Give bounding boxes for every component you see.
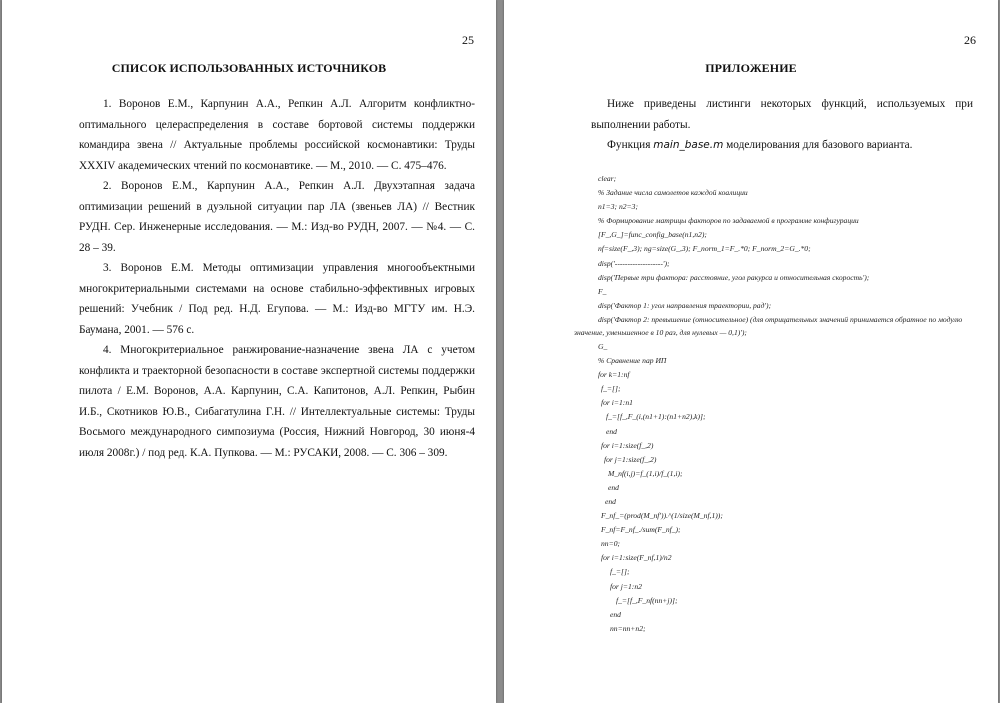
- code-line: for j=1:n2: [610, 581, 642, 591]
- code-line: end: [610, 609, 621, 619]
- function-suffix: моделирования для базового варианта.: [723, 139, 913, 151]
- code-line: for k=1:nf: [598, 370, 630, 380]
- code-line: F_nf=F_nf_./sum(F_nf_);: [601, 525, 681, 535]
- code-line: n1=3; n2=3;: [598, 202, 638, 212]
- function-caption: [591, 135, 973, 156]
- code-line: for j=1:size(f_,2): [604, 454, 657, 464]
- code-line: % Сравнение пар ИП: [598, 356, 667, 366]
- code-line: for i=1:size(f_,2): [601, 440, 654, 450]
- code-line: f_=[f_,F_(i,(n1+1):(n1+n2),k)];: [606, 412, 706, 422]
- reference-item: 3. Воронов Е.М. Методы оптимизации управления многообъектными многокритериальными системами на основе стабильно-эффективных игровых решений: Учебник / Под ред. Н.Д. Егупова. — М.: Изд-во МГТУ им. Н.Э. Баумана, 2001. — 576 с.: [79, 262, 475, 336]
- code-line: G_: [598, 341, 608, 351]
- code-line: M_nf(i,j)=f_(1,i)/f_(1,i);: [608, 468, 683, 478]
- code-line: nn=nn+n2;: [610, 623, 646, 633]
- page-number: 26: [964, 33, 976, 47]
- code-line: [F_,G_]=func_config_base(n1,n2);: [598, 230, 707, 240]
- code-line: for i=1:n1: [601, 398, 633, 408]
- code-line: disp('Первые три фактора: расстояние, угол ракурса и относительная скорость');: [598, 272, 870, 282]
- appendix-intro: [591, 94, 973, 156]
- code-line: f_=[];: [610, 567, 630, 577]
- right-page: [504, 0, 998, 703]
- code-line: F_nf_=(prod(M_nf')).^(1/size(M_nf,1));: [601, 511, 723, 521]
- code-listing: [574, 172, 978, 636]
- code-line: end: [606, 426, 617, 436]
- code-line: for i=1:size(F_nf,1)/n2: [601, 553, 672, 563]
- reference-item: 1. Воронов Е.М., Карпунин А.А., Репкин А.Л. Алгоритм конфликтно-оптимального целераспределения в составе бортовой системы поддержки командира звена // Актуальные проблемы российской космонавтики: Труды XXXIV академических чтений по космонавтике. — М., 2010. — С. 475–476.: [79, 98, 475, 172]
- page-number: 25: [462, 33, 474, 47]
- code-line: nf=size(F_,3); ng=size(G_,3); F_norm_1=F_.*0; F_norm_2=G_.*0;: [598, 244, 811, 254]
- code-line: F_: [598, 286, 607, 296]
- code-line: end: [605, 496, 616, 506]
- code-line: f_=[];: [601, 384, 621, 394]
- page-title: СПИСОК ИСПОЛЬЗОВАННЫХ ИСТОЧНИКОВ: [111, 61, 387, 75]
- page-title: ПРИЛОЖЕНИЕ: [705, 61, 797, 75]
- intro-paragraph: Ниже приведены листинги некоторых функций, используемых при выполнении работы.: [591, 98, 973, 131]
- function-prefix: Функция: [607, 139, 654, 151]
- reference-item: 4. Многокритериальное ранжирование-назначение звена ЛА с учетом конфликта и траекторной безопасности в составе экспертной системы поддержки пилота / Е.М. Воронов, А.А. Карпунин, С.А. Капитонов, А.Л. Репкин, Рыбин И.Б., Скотников Ю.В., Сибагатулина Г.Н. // Интеллектуальные системы: Труды Восьмого международного симпозиума (Россия, Нижний Новгород, 30 июня-4 июля 2008г.) / под ред. К.А. Пупкова. — М.: РУСАКИ, 2008. — С. 306 – 309.: [79, 344, 475, 459]
- reference-item: 2. Воронов Е.М., Карпунин А.А., Репкин А.Л. Двухэтапная задача оптимизации решений в дуэльной ситуации пар ЛА (звеньев ЛА) // Вестник РУДН. Сер. Инженерные исследования. — М.: Изд-во РУДН, 2007. — №4. — С. 28 – 39.: [79, 180, 475, 254]
- code-line: disp('Фактор 1: угол направления траектории, рад');: [598, 300, 772, 310]
- code-line: f_=[f_,F_nf(nn+j)];: [616, 595, 678, 605]
- code-line: disp('-------------------');: [598, 258, 670, 268]
- code-line: end: [608, 482, 619, 492]
- code-line: nn=0;: [601, 539, 621, 549]
- references-list: [79, 94, 475, 463]
- code-line: clear;: [598, 174, 617, 183]
- code-line: % Формирование матрицы факторов по задаваемой в программе конфигурации: [598, 216, 859, 226]
- code-line: % Задание числа самолетов каждой коалиции: [598, 188, 748, 198]
- left-page: [2, 0, 496, 703]
- code-line: disp('Фактор 2: превышение (относительное) (для отрицательных значений принимается обратное по модулю значение, уменьшенное в 10 раз, для нулевых — 0,1)');: [574, 314, 963, 337]
- function-name: main_base.m: [653, 139, 724, 151]
